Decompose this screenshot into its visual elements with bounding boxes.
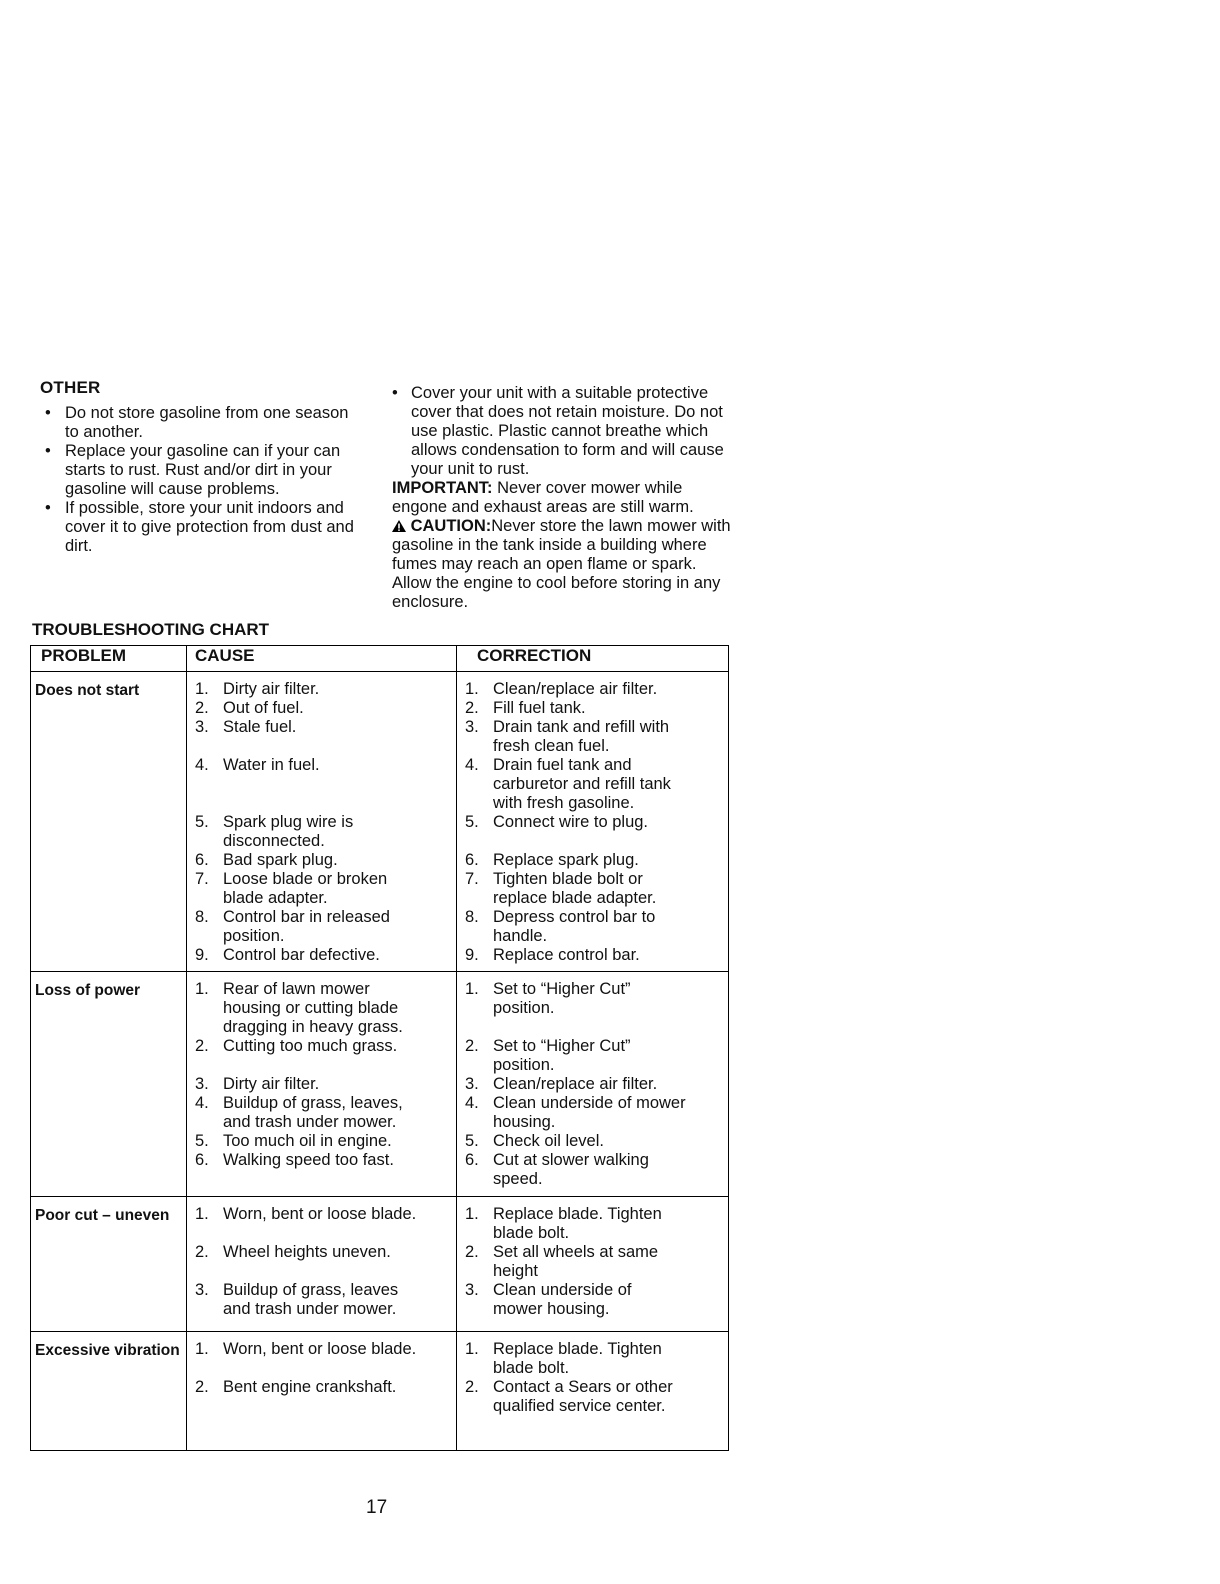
correction-item: 2. Contact a Sears or other qualified service center. [465, 1378, 673, 1415]
caution-label: CAUTION: [410, 517, 492, 535]
table-row [31, 1332, 729, 1451]
problem-cell: Loss of power [31, 972, 187, 1197]
correction-item: 2. Fill fuel tank. [465, 699, 586, 717]
warning-icon [392, 520, 406, 532]
cause-item: 3. Dirty air filter. [195, 1075, 320, 1093]
other-bullet: • Replace your gasoline can if your can starts to rust. Rust and/or dirt in your gasoline will cause problems. [40, 442, 360, 499]
cause-item: 2. Out of fuel. [195, 699, 304, 717]
correction-item: 7. Tighten blade bolt or replace blade adapter. [465, 870, 657, 907]
chart-title: TROUBLESHOOTING CHART [32, 620, 270, 639]
cause-item: 8. Control bar in released position. [195, 908, 390, 945]
problem-cell: Does not start [31, 672, 187, 972]
problem-cell: Excessive vibration [31, 1332, 187, 1451]
cause-item: 7. Loose blade or broken blade adapter. [195, 870, 388, 907]
correction-item: 5. Check oil level. [465, 1132, 604, 1150]
other-section [40, 378, 360, 556]
storage-notes [392, 384, 737, 612]
header-problem: PROBLEM [31, 646, 187, 672]
cause-item: 3. Stale fuel. [195, 718, 297, 736]
correction-item: 6. Cut at slower walking speed. [465, 1151, 649, 1188]
correction-item: 3. Clean underside of mower housing. [465, 1281, 632, 1318]
cause-item: 6. Bad spark plug. [195, 851, 338, 869]
caution-note [392, 517, 737, 612]
correction-item: 4. Clean underside of mower housing. [465, 1094, 686, 1131]
table-header [31, 646, 729, 672]
other-heading: OTHER [40, 378, 101, 397]
troubleshooting-table [30, 645, 729, 1451]
cause-item: 5. Spark plug wire is disconnected. [195, 813, 354, 850]
table-row [31, 972, 729, 1197]
correction-item: 5. Connect wire to plug. [465, 813, 649, 831]
cause-item: 2. Wheel heights uneven. [195, 1243, 391, 1261]
cause-item: 2. Bent engine crankshaft. [195, 1378, 397, 1396]
header-cause: CAUSE [187, 646, 457, 672]
correction-item: 1. Replace blade. Tighten blade bolt. [465, 1205, 662, 1242]
correction-cell [457, 672, 729, 972]
correction-cell [457, 1197, 729, 1332]
table-row [31, 672, 729, 972]
correction-item: 1. Clean/replace air filter. [465, 680, 658, 698]
header-correction: CORRECTION [457, 646, 729, 672]
correction-item: 4. Drain fuel tank and carburetor and refill tank with fresh gasoline. [465, 756, 671, 812]
cause-item: 2. Cutting too much grass. [195, 1037, 398, 1055]
important-text: Never cover mower while engone and exhaust areas are still warm. [392, 479, 694, 516]
correction-item: 2. Set all wheels at same height [465, 1243, 659, 1280]
cause-item: 3. Buildup of grass, leaves and trash under mower. [195, 1281, 399, 1318]
important-note [392, 479, 737, 517]
correction-item: 8. Depress control bar to handle. [465, 908, 656, 945]
cause-cell [187, 1332, 457, 1451]
correction-item: 6. Replace spark plug. [465, 851, 639, 869]
correction-item: 1. Set to “Higher Cut” position. [465, 980, 631, 1017]
cause-item: 1. Dirty air filter. [195, 680, 320, 698]
table-row [31, 1197, 729, 1332]
correction-item: 9. Replace control bar. [465, 946, 640, 964]
cause-item: 4. Water in fuel. [195, 756, 320, 774]
cause-item: 1. Rear of lawn mower housing or cutting blade dragging in heavy grass. [195, 980, 403, 1036]
correction-item: 3. Clean/replace air filter. [465, 1075, 658, 1093]
caution-text: Never store the lawn mower with gasoline in the tank inside a building where fumes may reach an open flame or spark. Allow the engine to cool before storing in any enclosure. [392, 517, 731, 611]
cause-cell [187, 1197, 457, 1332]
cause-item: 1. Worn, bent or loose blade. [195, 1205, 417, 1223]
correction-cell [457, 1332, 729, 1451]
cause-cell [187, 972, 457, 1197]
other-bullet: • If possible, store your unit indoors and cover it to give protection from dust and dirt. [40, 499, 360, 556]
other-bullet: • Do not store gasoline from one season to another. [40, 404, 360, 442]
correction-item: 1. Replace blade. Tighten blade bolt. [465, 1340, 662, 1377]
correction-item: 2. Set to “Higher Cut” position. [465, 1037, 631, 1074]
cause-item: 9. Control bar defective. [195, 946, 380, 964]
correction-item: 3. Drain tank and refill with fresh clean fuel. [465, 718, 670, 755]
cause-item: 6. Walking speed too fast. [195, 1151, 394, 1169]
correction-cell [457, 972, 729, 1197]
important-label: IMPORTANT: [392, 479, 493, 497]
cause-item: 1. Worn, bent or loose blade. [195, 1340, 417, 1358]
cause-cell [187, 672, 457, 972]
cause-item: 4. Buildup of grass, leaves, and trash under mower. [195, 1094, 403, 1131]
page-number: 17 [366, 1497, 388, 1518]
problem-cell: Poor cut – uneven [31, 1197, 187, 1332]
cause-item: 5. Too much oil in engine. [195, 1132, 392, 1150]
cover-bullet: • Cover your unit with a suitable protective cover that does not retain moisture. Do not use plastic. Plastic cannot breathe which allows condensation to form and will cause your unit to rust. [392, 384, 737, 479]
